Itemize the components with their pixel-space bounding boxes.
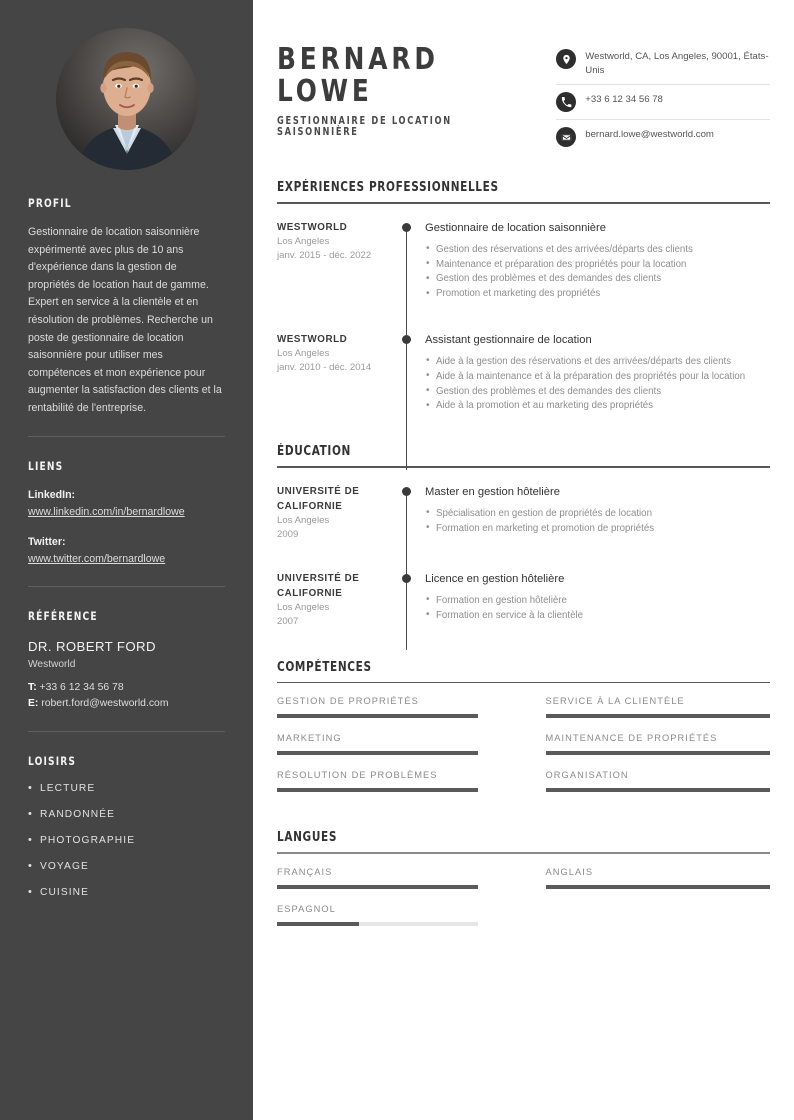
sidebar-section-profil: [28, 196, 225, 418]
language-item: [524, 866, 771, 889]
bullet-item: • Promotion et marketing des propriétés: [425, 287, 770, 302]
heading-education: ÉDUCATION: [277, 444, 351, 460]
language-bar-fill: [277, 922, 359, 926]
timeline-line: [406, 578, 407, 650]
skill-bar: [277, 788, 478, 792]
contact-phone: [556, 85, 770, 120]
sidebar-divider-1: [28, 436, 225, 437]
skill-bar-fill: [277, 751, 478, 755]
education-entry-left: [277, 571, 395, 630]
skill-bar-fill: [277, 714, 478, 718]
education-entry-right: [421, 571, 770, 630]
sidebar-divider-2: [28, 586, 225, 587]
experience-city: Los Angeles: [277, 347, 330, 359]
language-label: ESPAGNOL: [277, 903, 336, 914]
skill-bar: [277, 751, 478, 755]
rule-experience: [277, 202, 770, 204]
reference-company: Westworld: [28, 658, 76, 670]
rule-skills: [277, 682, 770, 684]
education-entry-right: [421, 484, 770, 543]
timeline-dot-icon: [402, 223, 411, 232]
contact-phone-text: +33 6 12 34 56 78: [585, 94, 663, 106]
section-skills: [277, 660, 770, 807]
link-label-linkedin: LinkedIn:: [28, 488, 76, 501]
bullet-item: • Gestion des problèmes et des demandes des clients: [425, 385, 770, 400]
experience-city: Los Angeles: [277, 235, 330, 247]
education-dates: 2007: [277, 616, 299, 628]
skill-item: [277, 732, 524, 755]
education-role: Master en gestion hôtelière: [425, 485, 560, 498]
language-bar-fill: [277, 885, 478, 889]
bullet-item: • Aide à la gestion des réservations et des arrivées/départs des clients: [425, 355, 770, 370]
first-name: BERNARD: [277, 42, 439, 77]
languages-grid: [277, 866, 770, 940]
reference-phone-label: T:: [28, 681, 37, 693]
skill-label: RÉSOLUTION DE PROBLÈMES: [277, 770, 438, 781]
sidebar-heading-profil: PROFIL: [28, 196, 72, 210]
skill-bar: [546, 788, 771, 792]
heading-skills: COMPÉTENCES: [277, 659, 372, 675]
skill-item: [524, 695, 771, 718]
education-city: Los Angeles: [277, 514, 330, 526]
link-label-twitter: Twitter:: [28, 535, 66, 548]
language-bar-fill: [546, 885, 771, 889]
link-item-linkedin: [28, 487, 225, 521]
experience-entry-left: [277, 332, 395, 414]
sidebar-heading-liens: LIENS: [28, 458, 64, 473]
experience-dates: janv. 2010 - déc. 2014: [277, 362, 372, 374]
language-item: [277, 903, 524, 926]
skills-grid: [277, 695, 770, 806]
location-pin-icon: [556, 49, 576, 69]
skill-bar: [546, 714, 771, 718]
education-role: Licence en gestion hôtelière: [425, 572, 565, 585]
experience-entry: [277, 332, 770, 414]
experience-bullets: [425, 243, 770, 302]
experience-org: WESTWORLD: [277, 221, 348, 233]
skill-item: [277, 695, 524, 718]
envelope-icon: [556, 127, 576, 147]
hobby-item: • RANDONNÉE: [28, 808, 225, 822]
rule-languages: [277, 852, 770, 853]
timeline-marker: [395, 332, 421, 414]
reference-phone-value: +33 6 12 34 56 78: [39, 681, 124, 693]
link-url-twitter[interactable]: www.twitter.com/bernardlowe: [28, 552, 166, 565]
bullet-item: • Formation en marketing et promotion de propriétés: [425, 522, 770, 537]
profil-text: Gestionnaire de location saisonnière expérimenté avec plus de 10 ans d'expérience dans la gestion de propriétés de location haut de gamme. Expert en service à la clientèle et en résolution de problèmes. Recherche un poste de gestionnaire de location saisonnière pour utiliser mes compétences et mon expérience pour augmenter la satisfaction des clients et la rentabilité de l'entreprise.: [28, 226, 222, 414]
hobby-item: • CUISINE: [28, 886, 225, 900]
resume-header: [277, 34, 770, 154]
education-entry: [277, 571, 770, 630]
skill-label: MARKETING: [277, 733, 342, 744]
last-name: LOWE: [277, 74, 373, 109]
hobby-item: • PHOTOGRAPHIE: [28, 834, 225, 848]
sidebar-section-loisirs: [28, 754, 225, 900]
avatar-container: [28, 0, 225, 170]
experience-role: Assistant gestionnaire de location: [425, 333, 592, 346]
link-item-twitter: [28, 534, 225, 568]
contact-address: [556, 42, 770, 85]
language-bar: [277, 922, 478, 926]
experience-entry-left: [277, 220, 395, 302]
bullet-item: • Spécialisation en gestion de propriétés de location: [425, 507, 770, 522]
timeline-dot-icon: [402, 574, 411, 583]
bullet-item: • Formation en service à la clientèle: [425, 609, 770, 624]
skill-bar: [546, 751, 771, 755]
experience-entry-right: [421, 332, 770, 414]
section-education: [277, 444, 770, 630]
skill-bar-fill: [546, 788, 771, 792]
timeline-marker: [395, 220, 421, 302]
link-url-linkedin[interactable]: www.linkedin.com/in/bernardlowe: [28, 505, 185, 518]
sidebar-heading-loisirs: LOISIRS: [28, 753, 77, 768]
hobby-item: • VOYAGE: [28, 860, 225, 874]
reference-email-value: robert.ford@westworld.com: [41, 698, 169, 710]
rule-education: [277, 466, 770, 468]
skill-label: GESTION DE PROPRIÉTÉS: [277, 696, 419, 707]
education-entry: [277, 484, 770, 543]
education-city: Los Angeles: [277, 601, 330, 613]
bullet-item: • Gestion des réservations et des arrivées/départs des clients: [425, 243, 770, 258]
skill-label: SERVICE À LA CLIENTÈLE: [545, 696, 685, 707]
skill-item: [524, 769, 771, 792]
education-entry-left: [277, 484, 395, 543]
contact-email-text: bernard.lowe@westworld.com: [585, 129, 714, 141]
experience-bullets: [425, 355, 770, 414]
experience-dates: janv. 2015 - déc. 2022: [277, 250, 372, 262]
language-bar: [277, 885, 478, 889]
education-org: UNIVERSITÉ DE CALIFORNIE: [277, 485, 360, 512]
skill-bar-fill: [546, 751, 771, 755]
timeline-marker: [395, 484, 421, 543]
bullet-item: • Aide à la maintenance et à la préparation des propriétés pour la location: [425, 370, 770, 385]
education-bullets: [425, 507, 770, 537]
experience-org: WESTWORLD: [277, 333, 348, 345]
skill-bar: [277, 714, 478, 718]
main-content: [253, 0, 794, 1120]
bullet-item: • Gestion des problèmes et des demandes des clients: [425, 272, 770, 287]
experience-role: Gestionnaire de location saisonnière: [425, 221, 606, 234]
reference-name: DR. ROBERT FORD: [28, 638, 156, 654]
education-dates: 2009: [277, 529, 299, 541]
sidebar-section-reference: [28, 609, 225, 713]
heading-experience: EXPÉRIENCES PROFESSIONNELLES: [277, 180, 499, 196]
timeline-dot-icon: [402, 487, 411, 496]
contact-email: [556, 120, 770, 154]
avatar: [56, 28, 198, 170]
phone-icon: [556, 92, 576, 112]
contact-list: [556, 34, 770, 154]
experience-entry: [277, 220, 770, 302]
language-label: ANGLAIS: [545, 866, 594, 877]
contact-address-text: Westworld, CA, Los Angeles, 90001, États-Unis: [585, 51, 769, 76]
sidebar-divider-3: [28, 731, 225, 732]
bullet-item: • Formation en gestion hôtelière: [425, 594, 770, 609]
bullet-item: • Maintenance et préparation des propriétés pour la location: [425, 258, 770, 273]
language-item: [277, 866, 524, 889]
timeline-line: [406, 491, 407, 581]
language-label: FRANÇAIS: [277, 866, 333, 877]
portrait-photo-icon: [56, 28, 198, 170]
sidebar-heading-reference: RÉFÉRENCE: [28, 608, 98, 623]
timeline-dot-icon: [402, 335, 411, 344]
sidebar: [0, 0, 253, 1120]
skill-item: [524, 732, 771, 755]
heading-languages: LANGUES: [277, 830, 338, 846]
education-bullets: [425, 594, 770, 624]
job-title: GESTIONNAIRE DE LOCATION SAISONNIÈRE: [277, 116, 452, 138]
experience-entry-right: [421, 220, 770, 302]
language-bar: [546, 885, 771, 889]
reference-email-row: [28, 696, 225, 713]
skill-bar-fill: [546, 714, 771, 718]
section-experience: [277, 180, 770, 414]
education-org: UNIVERSITÉ DE CALIFORNIE: [277, 572, 360, 599]
bullet-item: • Aide à la promotion et au marketing des propriétés: [425, 399, 770, 414]
skill-label: ORGANISATION: [545, 770, 629, 781]
reference-email-label: E:: [28, 698, 39, 710]
name-block: [277, 34, 556, 138]
timeline-marker: [395, 571, 421, 630]
skill-bar-fill: [277, 788, 478, 792]
skill-item: [277, 769, 524, 792]
sidebar-section-liens: [28, 459, 225, 568]
reference-phone-row: [28, 680, 225, 697]
hobby-item: • LECTURE: [28, 782, 225, 796]
skill-label: MAINTENANCE DE PROPRIÉTÉS: [545, 733, 718, 744]
section-languages: [277, 830, 770, 939]
